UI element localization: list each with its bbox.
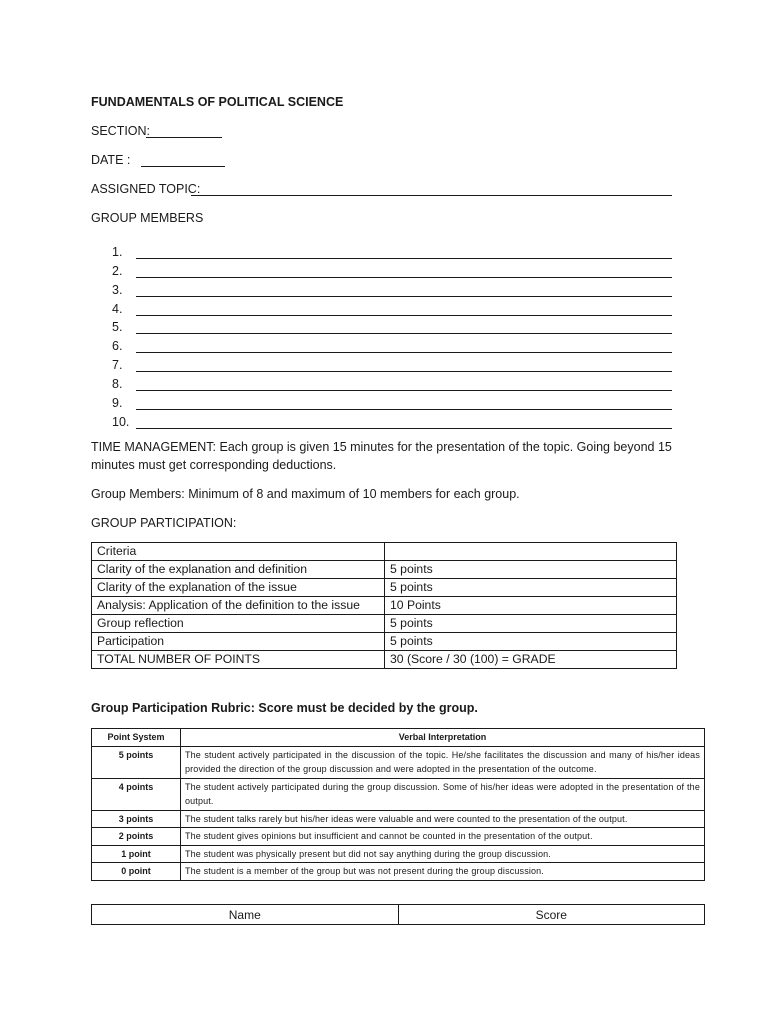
assigned-topic-blank[interactable] (191, 194, 672, 196)
member-row[interactable] (112, 410, 672, 429)
member-blank[interactable] (136, 359, 672, 372)
member-blank[interactable] (136, 416, 672, 429)
points-cell: 5 points (385, 561, 677, 579)
criteria-header-row (92, 543, 677, 561)
member-row[interactable] (112, 391, 672, 410)
point-cell: 5 points (92, 746, 181, 778)
member-number: 9. (112, 396, 123, 411)
table-row (92, 561, 677, 579)
member-blank[interactable] (136, 378, 672, 391)
section-blank[interactable] (146, 136, 222, 138)
points-header (385, 543, 677, 561)
criteria-cell: Participation (92, 633, 385, 651)
member-blank[interactable] (136, 303, 672, 316)
member-row[interactable] (112, 334, 672, 353)
point-system-header: Point System (92, 729, 181, 747)
member-row[interactable] (112, 278, 672, 297)
rubric-heading: Group Participation Rubric: Score must be decided by the group. (91, 701, 478, 715)
table-row (92, 746, 705, 778)
member-blank[interactable] (136, 246, 672, 259)
points-cell: 5 points (385, 633, 677, 651)
date-label: DATE : (91, 153, 131, 167)
group-members-label: GROUP MEMBERS (91, 211, 204, 225)
table-row (92, 810, 705, 828)
name-score-header-row (92, 905, 705, 925)
member-number: 8. (112, 377, 123, 392)
member-number: 10. (112, 414, 130, 429)
table-row (92, 828, 705, 846)
assigned-topic-label: ASSIGNED TOPIC: (91, 182, 201, 196)
table-row (92, 651, 677, 669)
group-members-list (112, 240, 672, 429)
point-cell: 2 points (92, 828, 181, 846)
criteria-cell: Group reflection (92, 615, 385, 633)
section-label: SECTION: (91, 124, 151, 138)
member-row[interactable] (112, 240, 672, 259)
point-cell: 0 point (92, 863, 181, 881)
member-blank[interactable] (136, 340, 672, 353)
verbal-interpretation-header: Verbal Interpretation (181, 729, 705, 747)
interpretation-cell: The student gives opinions but insufficient and cannot be counted in the presentation of the output. (181, 828, 705, 846)
group-members-rule: Group Members: Minimum of 8 and maximum of 10 members for each group. (91, 487, 520, 501)
member-blank[interactable] (136, 265, 672, 278)
member-number: 3. (112, 282, 123, 297)
point-cell: 4 points (92, 778, 181, 810)
member-number: 2. (112, 263, 123, 278)
member-blank[interactable] (136, 321, 672, 334)
member-number: 4. (112, 301, 123, 316)
member-number: 7. (112, 358, 123, 373)
table-row (92, 597, 677, 615)
criteria-cell: TOTAL NUMBER OF POINTS (92, 651, 385, 669)
member-blank[interactable] (136, 397, 672, 410)
table-row (92, 778, 705, 810)
name-score-table (91, 904, 705, 925)
member-row[interactable] (112, 259, 672, 278)
point-cell: 1 point (92, 845, 181, 863)
criteria-table (91, 542, 677, 669)
score-header: Score (398, 905, 705, 925)
points-cell: 30 (Score / 30 (100) = GRADE (385, 651, 677, 669)
member-row[interactable] (112, 353, 672, 372)
rubric-header-row (92, 729, 705, 747)
member-number: 5. (112, 320, 123, 335)
date-blank[interactable] (141, 165, 225, 167)
criteria-cell: Clarity of the explanation of the issue (92, 579, 385, 597)
member-row[interactable] (112, 316, 672, 335)
member-row[interactable] (112, 372, 672, 391)
interpretation-cell: The student is a member of the group but was not present during the group discussion. (181, 863, 705, 881)
interpretation-cell: The student talks rarely but his/her ideas were valuable and were counted to the presentation of the output. (181, 810, 705, 828)
name-header: Name (92, 905, 399, 925)
document-title: FUNDAMENTALS OF POLITICAL SCIENCE (91, 95, 344, 109)
member-blank[interactable] (136, 284, 672, 297)
criteria-header: Criteria (92, 543, 385, 561)
member-row[interactable] (112, 297, 672, 316)
interpretation-cell: The student was physically present but did not say anything during the group discussion. (181, 845, 705, 863)
member-number: 1. (112, 244, 123, 259)
points-cell: 5 points (385, 615, 677, 633)
table-row (92, 615, 677, 633)
interpretation-cell: The student actively participated in the discussion of the topic. He/she facilitates the discussion and many of his/her ideas provided the direction of the group discussion and were adopted in the presentation of the outcome. (181, 746, 705, 778)
table-row (92, 633, 677, 651)
group-participation-heading: GROUP PARTICIPATION: (91, 516, 237, 530)
interpretation-cell: The student actively participated during the group discussion. Some of his/her ideas were adopted in the presentation of the output. (181, 778, 705, 810)
table-row (92, 863, 705, 881)
criteria-cell: Analysis: Application of the definition to the issue (92, 597, 385, 615)
criteria-cell: Clarity of the explanation and definition (92, 561, 385, 579)
time-management-note: TIME MANAGEMENT: Each group is given 15 minutes for the presentation of the topic. Going beyond 15 minutes must get corresponding deductions. (91, 440, 672, 472)
table-row (92, 579, 677, 597)
rubric-table (91, 728, 705, 881)
point-cell: 3 points (92, 810, 181, 828)
member-number: 6. (112, 339, 123, 354)
points-cell: 5 points (385, 579, 677, 597)
table-row (92, 845, 705, 863)
points-cell: 10 Points (385, 597, 677, 615)
